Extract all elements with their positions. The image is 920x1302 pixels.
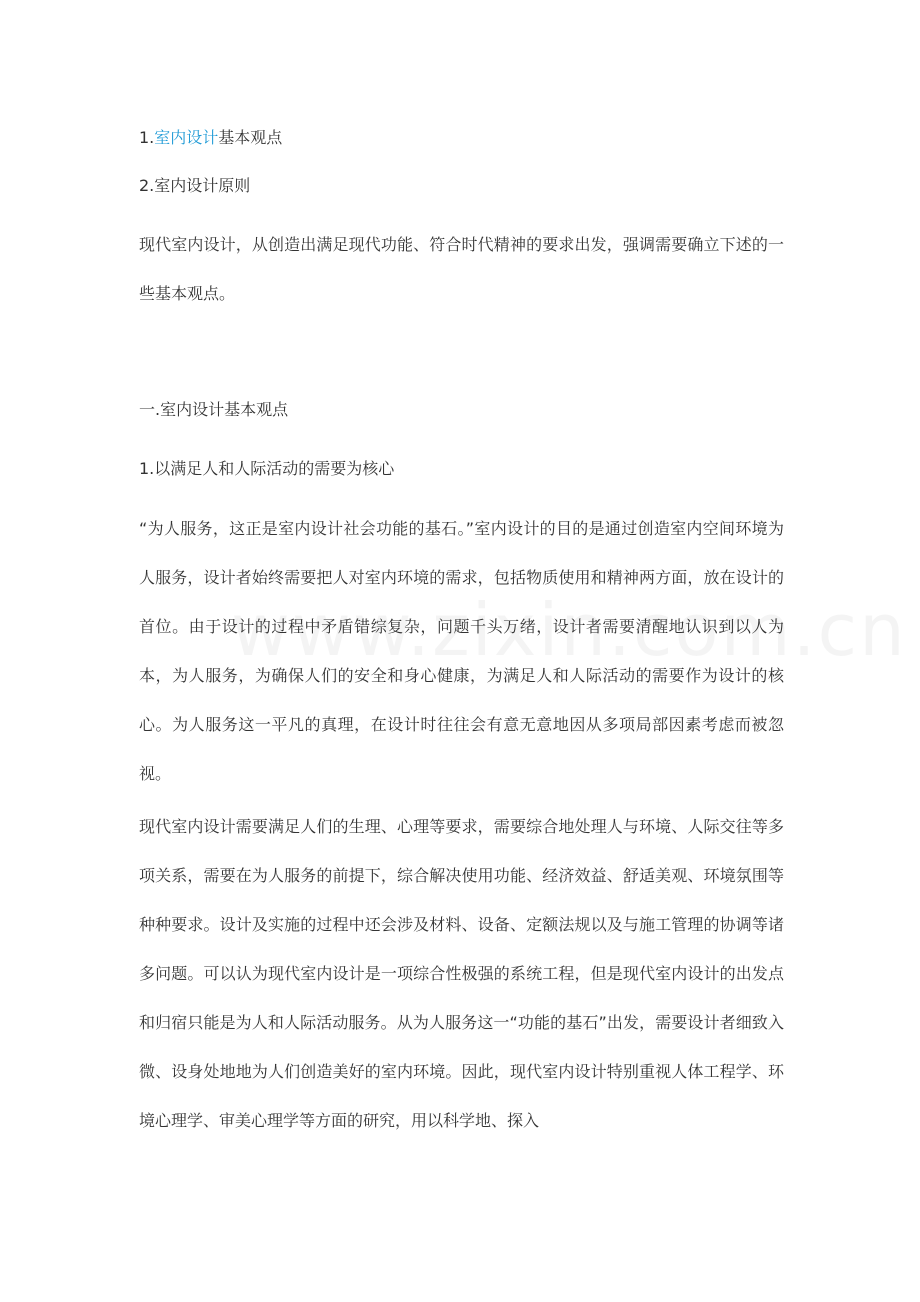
section-heading: 一.室内设计基本观点: [139, 400, 289, 419]
toc-item-1: [139, 128, 784, 148]
toc-item-2: 2.室内设计原则: [139, 176, 251, 195]
subheading: 1.以满足人和人际活动的需要为核心: [139, 459, 395, 478]
toc-item-1-rest: 基本观点: [218, 128, 283, 147]
toc-item-1-link[interactable]: 室内设计: [154, 128, 219, 147]
intro-paragraph: 现代室内设计，从创造出满足现代功能、符合时代精神的要求出发，强调需要确立下述的一些基本观点。: [139, 235, 784, 303]
body-paragraph-1: “为人服务，这正是室内设计社会功能的基石。”室内设计的目的是通过创造室内空间环境为人服务，设计者始终需要把人对室内环境的需求，包括物质使用和精神两方面，放在设计的首位。由于设计的过程中矛盾错综复杂，问题千头万绪，设计者需要清醒地认识到以人为本，为人服务，为确保人们的安全和身心健康，为满足人和人际活动的需要作为设计的核心。为人服务这一平凡的真理，在设计时往往会有意无意地因从多项局部因素考虑而被忽视。: [139, 519, 784, 783]
toc-item-1-number: 1.: [139, 128, 155, 147]
body-paragraph-2: 现代室内设计需要满足人们的生理、心理等要求，需要综合地处理人与环境、人际交往等多项关系，需要在为人服务的前提下，综合解决使用功能、经济效益、舒适美观、环境氛围等种种要求。设计及实施的过程中还会涉及材料、设备、定额法规以及与施工管理的协调等诸多问题。可以认为现代室内设计是一项综合性极强的系统工程，但是现代室内设计的出发点和归宿只能是为人和人际活动服务。从为人服务这一“功能的基石”出发，需要设计者细致入微、设身处地地为人们创造美好的室内环境。因此，现代室内设计特别重视人体工程学、环境心理学、审美心理学等方面的研究，用以科学地、探入: [139, 817, 784, 1130]
